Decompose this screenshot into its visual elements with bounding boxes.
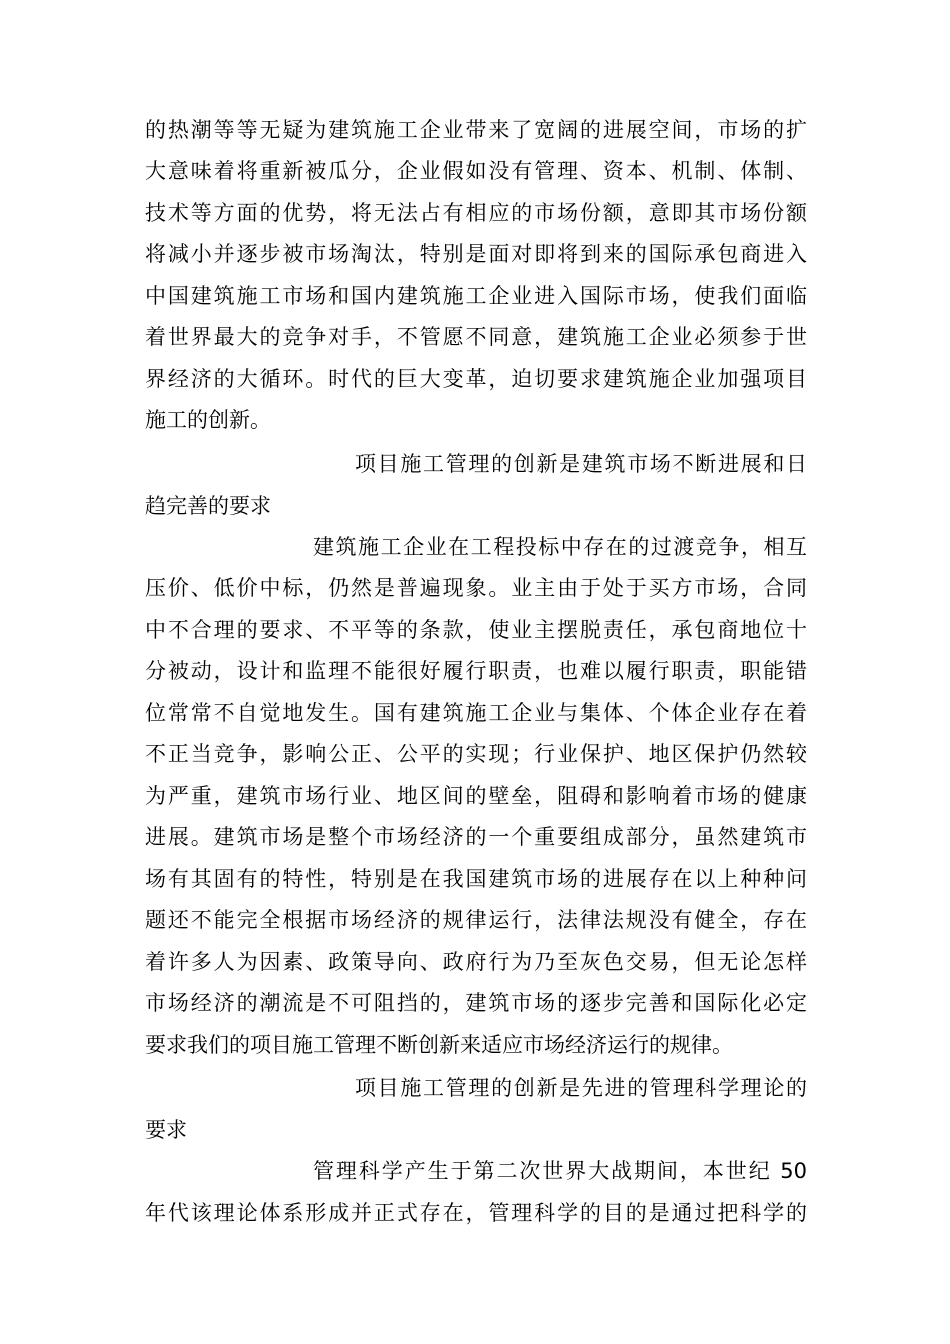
text-line: 技术等方面的优势，将无法占有相应的市场份额，意即其市场份额 xyxy=(145,201,807,225)
text-line: 大意味着将重新被瓜分，企业假如没有管理、资本、机制、体制、 xyxy=(145,159,807,183)
text-line: 年代该理论体系形成并正式存在，管理科学的目的是通过把科学的 xyxy=(145,1201,807,1225)
section-heading-continuation: 要求 xyxy=(145,1118,187,1142)
text-line: 的热潮等等无疑为建筑施工企业带来了宽阔的进展空间，市场的扩 xyxy=(145,118,807,142)
text-line: 中不合理的要求、不平等的条款，使业主摆脱责任，承包商地位十 xyxy=(145,618,807,642)
text-line: 位常常不自觉地发生。国有建筑施工企业与集体、个体企业存在着 xyxy=(145,701,807,725)
section-heading-continuation: 趋完善的要求 xyxy=(145,494,271,518)
text-line: 着世界最大的竞争对手，不管愿不同意，建筑施工企业必须参于世 xyxy=(145,325,807,349)
section-heading: 项目施工管理的创新是建筑市场不断进展和日 xyxy=(355,452,807,476)
paragraph-first-line: 建筑施工企业在工程投标中存在的过渡竞争，相互 xyxy=(313,535,807,559)
section-heading: 项目施工管理的创新是先进的管理科学理论的 xyxy=(355,1076,807,1100)
text-line: 为严重，建筑市场行业、地区间的壁垒，阻碍和影响着市场的健康 xyxy=(145,784,807,808)
text-line: 要求我们的项目施工管理不断创新来适应市场经济运行的规律。 xyxy=(145,1033,733,1057)
text-line: 场有其固有的特性，特别是在我国建筑市场的进展存在以上种种问 xyxy=(145,867,807,891)
text-line: 进展。建筑市场是整个市场经济的一个重要组成部分，虽然建筑市 xyxy=(145,825,807,849)
text-line: 压价、低价中标，仍然是普遍现象。业主由于处于买方市场，合同 xyxy=(145,576,807,600)
text-line: 题还不能完全根据市场经济的规律运行，法律法规没有健全，存在 xyxy=(145,908,807,932)
text-line: 界经济的大循环。时代的巨大变革，迫切要求建筑施企业加强项目 xyxy=(145,367,807,391)
text-line: 市场经济的潮流是不可阻挡的，建筑市场的逐步完善和国际化必定 xyxy=(145,991,807,1015)
text-line: 将减小并逐步被市场淘汰，特别是面对即将到来的国际承包商进入 xyxy=(145,242,807,266)
text-line: 中国建筑施工市场和国内建筑施工企业进入国际市场，使我们面临 xyxy=(145,284,807,308)
text-line: 不正当竞争，影响公正、公平的实现；行业保护、地区保护仍然较 xyxy=(145,742,807,766)
text-line: 着许多人为因素、政策导向、政府行为乃至灰色交易，但无论怎样 xyxy=(145,950,807,974)
paragraph-first-line: 管理科学产生于第二次世界大战期间，本世纪 50 xyxy=(313,1159,807,1183)
text-line: 施工的创新。 xyxy=(145,408,271,432)
text-line: 分被动，设计和监理不能很好履行职责，也难以履行职责，职能错 xyxy=(145,659,807,683)
